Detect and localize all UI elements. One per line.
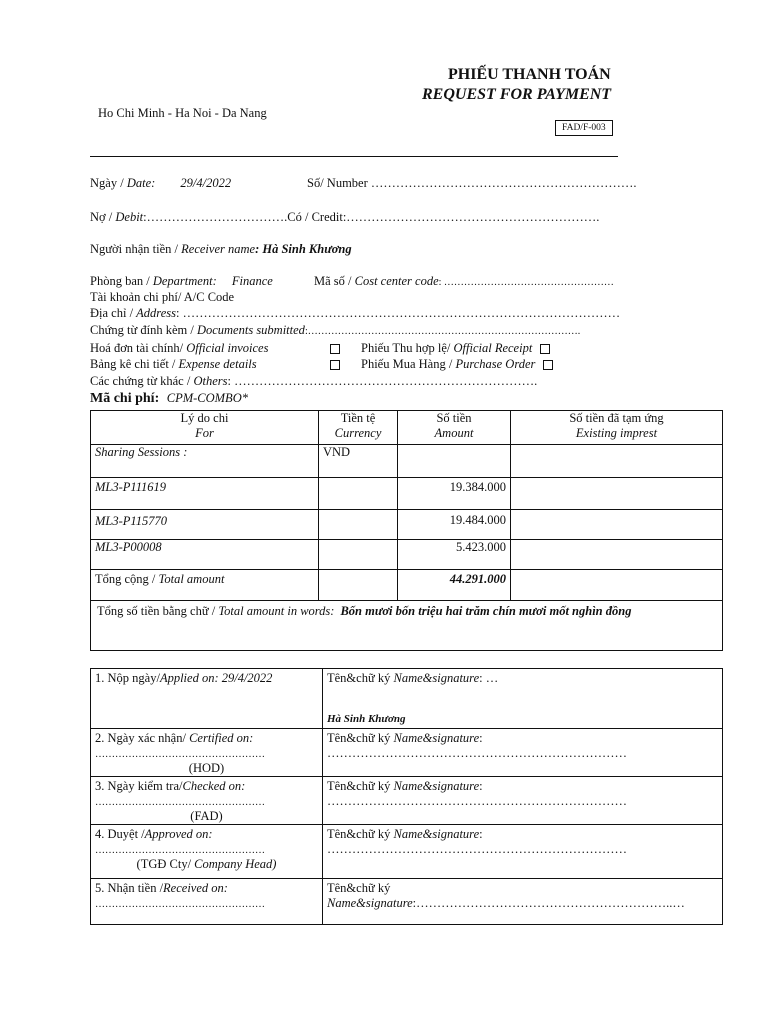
company-head-role: (TGĐ Cty/ Company Head) [136, 857, 277, 871]
row-amount: 5.423.000 [398, 540, 511, 570]
cost-center-label-en: Cost center code [354, 274, 439, 288]
row-currency [319, 540, 398, 570]
row-reason: ML3-P111619 [91, 478, 319, 510]
department-label: Phòng ban / [90, 274, 153, 288]
others-label-en: Others [193, 374, 228, 388]
approval-row-approved [91, 825, 723, 879]
table-row [91, 445, 723, 478]
table-row [91, 478, 723, 510]
others-field [90, 374, 537, 389]
cost-center-field [314, 274, 614, 289]
amount-in-words-row [91, 601, 723, 651]
row-reason: ML3-P115770 [91, 510, 319, 540]
form-code-badge: FAD/F-003 [555, 120, 613, 136]
purchase-order-label-en: Purchase Order [455, 357, 536, 371]
certified-on-cell: 2. Ngày xác nhận/ Certified on: …………………………………………… (HOD) [91, 729, 323, 777]
hod-role: (HOD) [188, 761, 225, 775]
documents-field [90, 323, 580, 338]
header-reason: Lý do chi For [91, 411, 319, 445]
header-amount: Số tiền Amount [398, 411, 511, 445]
receiver-label: Người nhận tiền / [90, 242, 182, 256]
approval-row-applied [91, 669, 723, 729]
approval-row-checked [91, 777, 723, 825]
number-field: Số/ Number ………………………………………………………. [307, 176, 637, 190]
total-currency [319, 570, 398, 601]
receiver-value: : Hà Sinh Khương [255, 242, 352, 256]
official-receipt-option [361, 341, 550, 356]
debit-label-en: Debit [115, 210, 144, 224]
payment-items-table [90, 410, 723, 651]
row-imprest [511, 510, 723, 540]
date-row [90, 176, 231, 191]
official-receipt-checkbox[interactable] [540, 344, 550, 354]
header-imprest: Số tiền đã tạm ứng Existing imprest [511, 411, 723, 445]
approval-table [90, 668, 723, 925]
credit-field: Có / Credit:……………………………………………………. [287, 210, 600, 224]
department-label-en: Department: [152, 274, 217, 288]
cost-code-label: Mã chi phí: [90, 391, 160, 406]
applied-on-cell: 1. Nộp ngày/Applied on: 29/4/2022 [91, 669, 323, 729]
expense-details-label: Bảng kê chi tiết / [90, 357, 179, 371]
head-signature-cell[interactable]: Tên&chữ ký Name&signature: ……………………………………………………………… [323, 825, 723, 879]
documents-label: Chứng từ đính kèm / [90, 323, 197, 337]
purchase-order-label: Phiếu Mua Hàng / [361, 357, 456, 371]
office-locations: Ho Chi Minh - Ha Noi - Da Nang [98, 106, 267, 120]
applicant-signature-cell[interactable]: Tên&chữ ký Name&signature: … Hà Sinh Khương [323, 669, 723, 729]
amount-in-words: Tổng số tiền bằng chữ / Total amount in words: Bốn mươi bốn triệu hai trăm chín mươi mốt nghìn đồng [91, 601, 723, 651]
table-header-row [91, 411, 723, 445]
row-currency: VND [319, 445, 398, 478]
address-field [90, 306, 620, 321]
checked-on-cell: 3. Ngày kiểm tra/Checked on: …………………………………………… (FAD) [91, 777, 323, 825]
debit-field [90, 210, 599, 225]
row-imprest [511, 540, 723, 570]
total-label: Tổng cộng / Total amount [91, 570, 319, 601]
receiver-signature-cell[interactable]: Tên&chữ ký Name&signature:……………………………………………………..… [323, 879, 723, 925]
cost-code-value: CPM-COMBO* [166, 391, 248, 405]
address-label: Địa chỉ / [90, 306, 137, 320]
purchase-order-option [361, 357, 553, 372]
applicant-name: Hà Sinh Khương [327, 713, 406, 725]
official-invoices-label: Hoá đơn tài chính/ [90, 341, 187, 355]
purchase-order-checkbox[interactable] [543, 360, 553, 370]
date-label-en: Date: [126, 176, 156, 190]
hod-signature-cell[interactable]: Tên&chữ ký Name&signature: ……………………………………………………………… [323, 729, 723, 777]
table-row [91, 540, 723, 570]
cost-center-dots: : …………………………………………… [438, 277, 614, 288]
header-currency: Tiền tệ Currency [319, 411, 398, 445]
official-invoices-checkbox[interactable] [330, 344, 340, 354]
cost-center-label: Mã số / [314, 274, 355, 288]
title-vietnamese: PHIẾU THANH TOÁN [448, 66, 611, 83]
title-english: REQUEST FOR PAYMENT [422, 86, 612, 103]
row-reason: Sharing Sessions : [91, 445, 319, 478]
received-on-cell: 5. Nhận tiền /Received on: …………………………………………… [91, 879, 323, 925]
total-amount: 44.291.000 [398, 570, 511, 601]
official-receipt-label-en: Official Receipt [453, 341, 533, 355]
address-dots: : …………………………………………………………………………………………… [176, 306, 621, 320]
table-row [91, 510, 723, 540]
address-label-en: Address [136, 306, 176, 320]
others-label: Các chứng từ khác / [90, 374, 194, 388]
row-imprest [511, 445, 723, 478]
expense-details-label-en: Expense details [178, 357, 257, 371]
expense-details-option [90, 357, 257, 372]
official-invoices-label-en: Official invoices [186, 341, 269, 355]
fad-role: (FAD) [190, 809, 223, 823]
approval-row-certified [91, 729, 723, 777]
total-imprest [511, 570, 723, 601]
row-reason: ML3-P00008 [91, 540, 319, 570]
cost-code-row [90, 391, 248, 407]
department-value: Finance [231, 274, 273, 288]
fad-signature-cell[interactable]: Tên&chữ ký Name&signature: ……………………………………………………………… [323, 777, 723, 825]
approval-row-received [91, 879, 723, 925]
row-amount: 19.484.000 [398, 510, 511, 540]
debit-dots: :……………………………. [143, 210, 288, 224]
official-invoices-option [90, 341, 268, 356]
documents-dots: :………………………………………………………………………. [304, 326, 581, 337]
row-currency [319, 478, 398, 510]
receiver-label-en: Receiver name [181, 242, 256, 256]
approved-on-cell: 4. Duyệt /Approved on: …………………………………………… (TGĐ Cty/ Company Head) [91, 825, 323, 879]
receiver-row [90, 242, 352, 257]
documents-label-en: Documents submitted [196, 323, 305, 337]
row-amount [398, 445, 511, 478]
row-imprest [511, 478, 723, 510]
expense-details-checkbox[interactable] [330, 360, 340, 370]
row-currency [319, 510, 398, 540]
official-receipt-label: Phiếu Thu hợp lệ/ [361, 341, 454, 355]
header-divider [90, 156, 618, 157]
date-value: 29/4/2022 [180, 176, 232, 190]
date-label: Ngày / [90, 176, 127, 190]
ac-code-field: Tài khoản chi phí/ A/C Code [90, 290, 235, 304]
row-amount: 19.384.000 [398, 478, 511, 510]
department-row [90, 274, 273, 289]
debit-label: Nợ / [90, 210, 116, 224]
total-row [91, 570, 723, 601]
others-dots: : ………………………………………………………………. [227, 374, 538, 388]
